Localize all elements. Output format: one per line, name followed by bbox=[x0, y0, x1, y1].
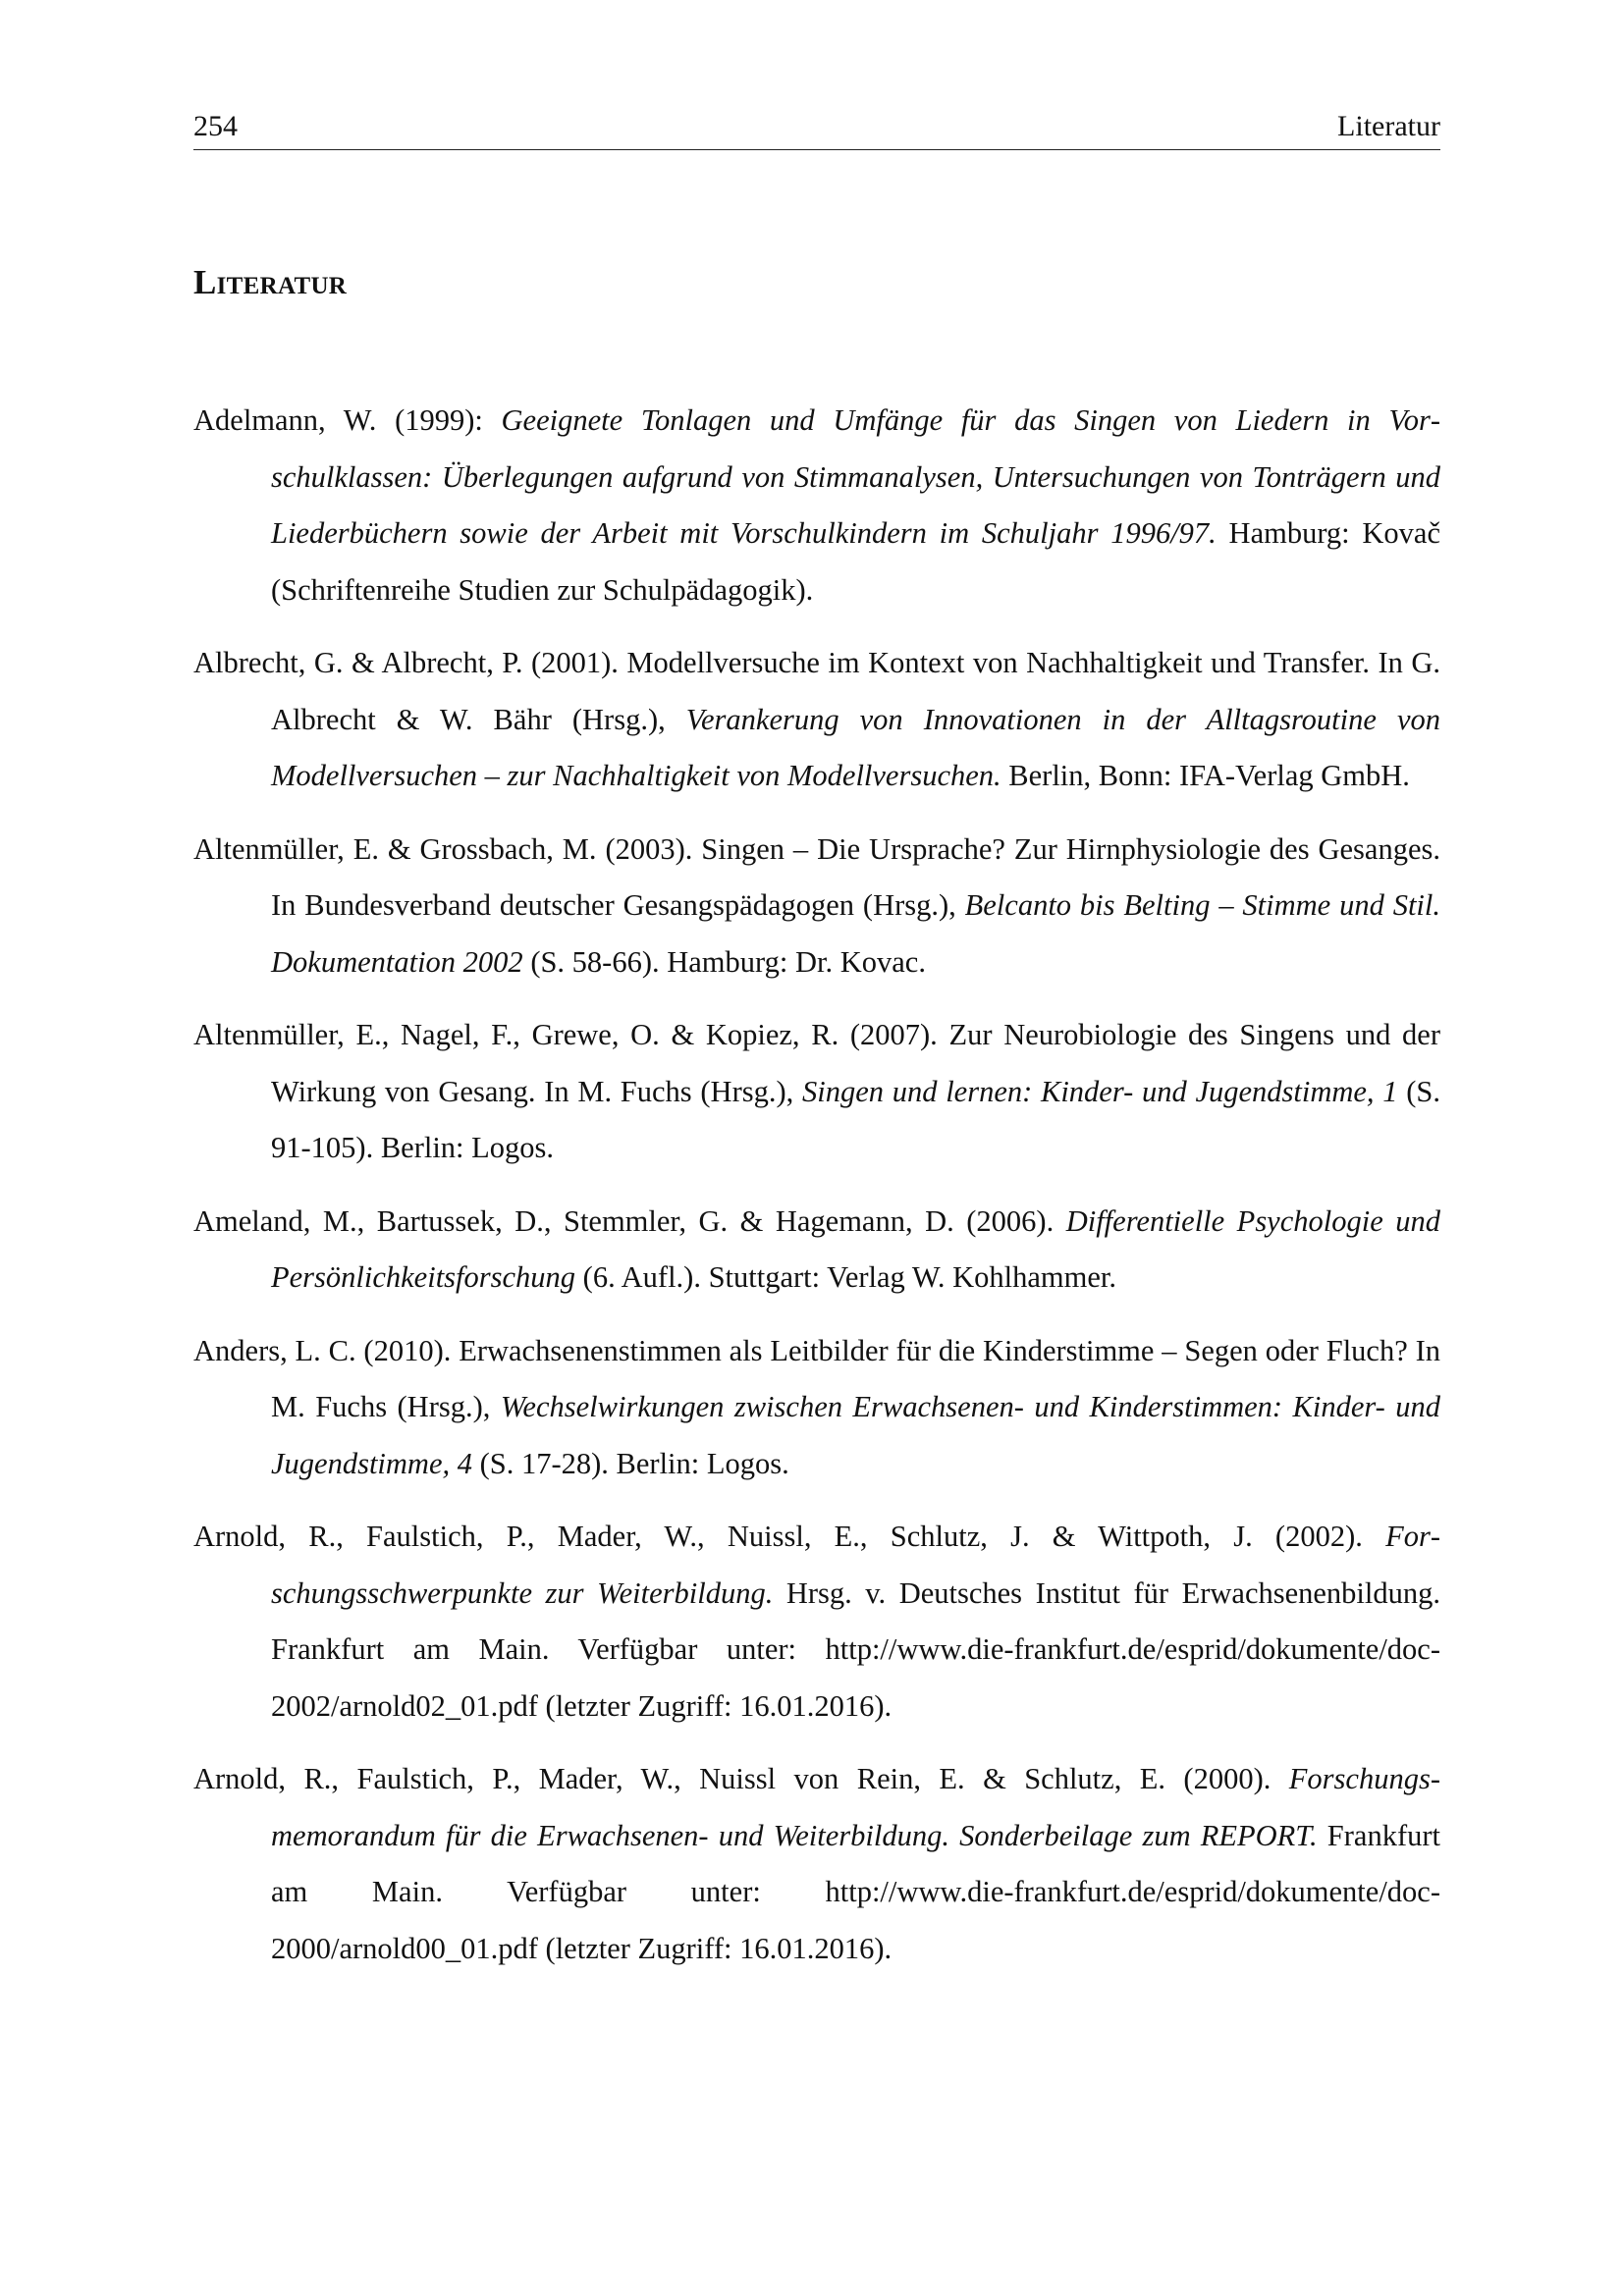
entry-authors-year: Albrecht, G. & Albrecht, P. (2001). Modellversuche im Kontext von Nachhaltigkeit und Transfer. In G. Albrecht & W. Bähr (Hrsg.), bbox=[193, 646, 1440, 736]
bibliography-entry bbox=[193, 1509, 1440, 1735]
entry-authors-year: Altenmüller, E., Nagel, F., Grewe, O. & Kopiez, R. (2007). Zur Neurobiologie des Singens und der Wirkung von Gesang. In M. Fuchs (Hrsg.), bbox=[193, 1018, 1440, 1108]
entry-publication: Berlin, Bonn: IFA-Verlag GmbH. bbox=[1001, 759, 1410, 792]
entry-title: Wechselwirkungen zwischen Erwachsenen- und Kinderstimmen: Kinder- und Jugendstimme, 4 bbox=[271, 1390, 1440, 1480]
bibliography-entry bbox=[193, 822, 1440, 991]
entry-title: Belcanto bis Belting – Stimme und Stil. Dokumentation 2002 bbox=[271, 888, 1440, 979]
entry-title: Singen und lernen: Kinder- und Jugendstimme, 1 bbox=[801, 1074, 1398, 1108]
section-heading: Literatur bbox=[193, 263, 348, 301]
bibliography-entry bbox=[193, 635, 1440, 805]
bibliography-entry bbox=[193, 393, 1440, 618]
entry-title: Differentielle Psychologie und Persönlichkeitsforschung bbox=[271, 1203, 1440, 1294]
entry-publication: Frankfurt am Main. Verfügbar unter: http://www.die-frankfurt.de/esprid/​dokumente/doc-2000/arnold00_01.pdf (letzter Zugriff: 16.01.2016). bbox=[271, 1818, 1440, 1965]
entry-publication: (6. Aufl.). Stuttgart: Verlag W. Kohlhammer. bbox=[575, 1260, 1116, 1294]
entry-publication: (S. 91-105). Berlin: Logos. bbox=[271, 1074, 1440, 1164]
bibliography-entry bbox=[193, 1194, 1440, 1307]
bibliography-entry bbox=[193, 1323, 1440, 1493]
entry-authors-year: Adelmann, W. (1999): bbox=[193, 403, 502, 437]
entry-publication: (S. 58-66). Hamburg: Dr. Kovac. bbox=[522, 944, 926, 979]
bibliography-list bbox=[193, 393, 1440, 1994]
entry-title: Verankerung von Innovationen in der Alltagsroutine von Modellversuchen – zur Nachhaltigkeit von Modellversuchen. bbox=[271, 702, 1440, 792]
bibliography-entry bbox=[193, 1007, 1440, 1177]
entry-authors-year: Anders, L. C. (2010). Erwachsenenstimmen als Leitbilder für die Kinderstimme – Segen oder Fluch? In M. Fuchs (Hrsg.), bbox=[193, 1333, 1440, 1423]
entry-title: Forschungsschwerpunkte zur Weiterbildung. bbox=[271, 1520, 1440, 1610]
running-header bbox=[193, 108, 1440, 150]
entry-publication: Hamburg: Kovač (Schriftenreihe Studien zur Schulpädagogik). bbox=[271, 516, 1440, 607]
entry-authors-year: Ameland, M., Bartussek, D., Stemmler, G. & Hagemann, D. (2006). bbox=[193, 1203, 1066, 1238]
page-number: 254 bbox=[193, 110, 238, 142]
entry-authors-year: Arnold, R., Faulstich, P., Mader, W., Nuissl von Rein, E. & Schlutz, E. (2000). bbox=[193, 1762, 1289, 1795]
entry-authors-year: Arnold, R., Faulstich, P., Mader, W., Nuissl, E., Schlutz, J. & Wittpoth, J. (2002). bbox=[193, 1520, 1386, 1553]
entry-publication: Hrsg. v. Deutsches Institut für Erwachsenenbildung. Frankfurt am Main. Verfügbar unter: http://www.die-frankfurt.de/esprid/​dokumente/doc-2002/arnold02_01.pdf (letzter Zugriff: 16.01.2016). bbox=[271, 1575, 1440, 1723]
entry-authors-year: Altenmüller, E. & Grossbach, M. (2003). Singen – Die Ursprache? Zur Hirnphysiologie des Gesanges. In Bundesverband deutscher Gesangspädagogen (Hrsg.), bbox=[193, 831, 1440, 922]
running-title: Literatur bbox=[1337, 110, 1440, 142]
bibliography-entry bbox=[193, 1751, 1440, 1977]
entry-title: Forschungsmemorandum für die Erwachsenen- und Weiterbildung. Sonderbeilage zum REPORT. bbox=[271, 1762, 1440, 1852]
entry-title: Geeignete Tonlagen und Umfänge für das Singen von Liedern in Vorschulklassen: Überlegungen aufgrund von Stimmanalysen, Untersuchungen von Tonträgern und Liederbüchern sowie der Arbeit mit Vorschulkindern im Schuljahr 1996/97. bbox=[271, 403, 1440, 550]
entry-publication: (S. 17-28). Berlin: Logos. bbox=[471, 1446, 789, 1480]
